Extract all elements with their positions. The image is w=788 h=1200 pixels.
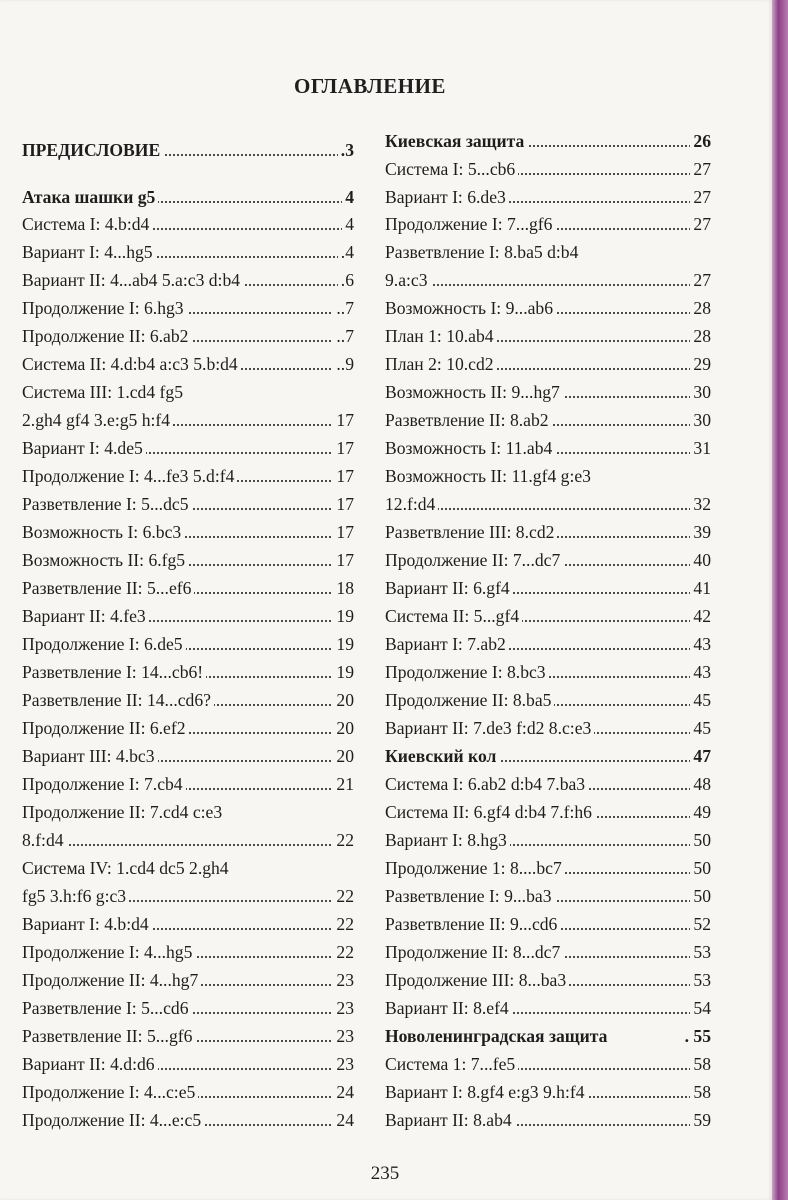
toc-entry-page: 27 bbox=[690, 185, 711, 209]
toc-entry-title: Вариант I: 4.de5 bbox=[22, 438, 146, 458]
toc-entry bbox=[22, 828, 354, 852]
toc-entry-page: 17 bbox=[333, 520, 354, 544]
toc-entry bbox=[385, 688, 711, 712]
toc-entry bbox=[385, 352, 711, 376]
toc-entry-page: 22 bbox=[333, 884, 354, 908]
toc-entry-title: Разветвление II: 5...gf6 bbox=[22, 1026, 195, 1046]
toc-entry-page: 17 bbox=[333, 436, 354, 460]
toc-entry-page: 17 bbox=[333, 408, 354, 432]
toc-entry bbox=[385, 912, 711, 936]
toc-entry-title: Возможность II: 11.gf4 g:e3 bbox=[385, 466, 594, 486]
toc-entry-page: 58 bbox=[690, 1052, 711, 1076]
toc-entry bbox=[22, 352, 354, 376]
toc-entry-page: 21 bbox=[333, 772, 354, 796]
toc-entry-page: 45 bbox=[690, 688, 711, 712]
toc-entry bbox=[385, 1024, 711, 1048]
toc-entry-title: Продолжение I: 4...c:e5 bbox=[22, 1082, 198, 1102]
toc-entry-title: Продолжение II: 8...dc7 bbox=[385, 942, 563, 962]
toc-entry-page: 40 bbox=[690, 548, 711, 572]
toc-entry bbox=[385, 1080, 711, 1104]
toc-entry bbox=[22, 138, 354, 162]
toc-entry-page: 30 bbox=[690, 408, 711, 432]
toc-entry-title: Возможность I: 6.bc3 bbox=[22, 522, 184, 542]
toc-entry-title: Возможность II: 6.fg5 bbox=[22, 550, 188, 570]
toc-entry-title: Разветвление II: 5...ef6 bbox=[22, 578, 194, 598]
toc-entry bbox=[22, 1052, 354, 1076]
toc-entry bbox=[22, 968, 354, 992]
toc-entry bbox=[22, 185, 354, 209]
toc-entry-page: 17 bbox=[333, 492, 354, 516]
toc-entry bbox=[385, 408, 711, 432]
toc-entry bbox=[22, 688, 354, 712]
toc-entry bbox=[385, 576, 711, 600]
toc-entry-page: 23 bbox=[333, 968, 354, 992]
toc-entry-page: 27 bbox=[690, 212, 711, 236]
toc-entry bbox=[385, 324, 711, 348]
toc-entry bbox=[22, 268, 354, 292]
toc-entry-page: 29 bbox=[690, 352, 711, 376]
toc-entry-page: 20 bbox=[333, 716, 354, 740]
toc-entry-page: 43 bbox=[690, 660, 711, 684]
toc-entry bbox=[385, 604, 711, 628]
toc-entry-page: 18 bbox=[333, 576, 354, 600]
toc-entry bbox=[385, 436, 711, 460]
toc-entry bbox=[385, 996, 711, 1020]
toc-entry-page: 30 bbox=[690, 380, 711, 404]
toc-entry-title: Вариант I: 4.b:d4 bbox=[22, 914, 152, 934]
toc-entry bbox=[22, 1024, 354, 1048]
toc-entry-title: Продолжение II: 7...dc7 bbox=[385, 550, 563, 570]
page-edge bbox=[772, 0, 788, 1200]
toc-entry-title: Вариант I: 7.ab2 bbox=[385, 634, 509, 654]
toc-entry bbox=[385, 660, 711, 684]
toc-entry-title: Система II: 6.gf4 d:b4 7.f:h6 bbox=[385, 802, 595, 822]
toc-entry-title: План 2: 10.cd2 bbox=[385, 354, 497, 374]
toc-entry bbox=[385, 185, 711, 209]
toc-entry-title: Разветвление III: 8.cd2 bbox=[385, 522, 557, 542]
toc-entry bbox=[22, 772, 354, 796]
toc-entry bbox=[22, 240, 354, 264]
toc-entry-title: 8.f:d4 bbox=[22, 830, 67, 850]
toc-entry-page: 50 bbox=[690, 856, 711, 880]
toc-entry bbox=[22, 324, 354, 348]
toc-entry-page: 27 bbox=[690, 157, 711, 181]
toc-entry-title: Система I: 4.b:d4 bbox=[22, 214, 152, 234]
toc-entry bbox=[22, 912, 354, 936]
toc-entry bbox=[385, 268, 711, 292]
toc-entry bbox=[385, 464, 711, 488]
toc-entry-page: 47 bbox=[690, 744, 711, 768]
toc-entry bbox=[22, 604, 354, 628]
toc-entry-page: 23 bbox=[333, 1024, 354, 1048]
toc-entry-page: 24 bbox=[333, 1080, 354, 1104]
toc-entry-title: Система III: 1.cd4 fg5 bbox=[22, 382, 186, 402]
toc-entry-page: ..9 bbox=[333, 352, 354, 376]
toc-entry-title: Вариант II: 4...ab4 5.a:c3 d:b4 bbox=[22, 270, 243, 290]
toc-entry-page: 20 bbox=[333, 744, 354, 768]
toc-entry bbox=[22, 716, 354, 740]
toc-entry-title: Продолжение 1: 8....bc7 bbox=[385, 858, 565, 878]
toc-entry bbox=[22, 296, 354, 320]
toc-entry-page: 23 bbox=[333, 1052, 354, 1076]
toc-entry-title: Система I: 6.ab2 d:b4 7.ba3 bbox=[385, 774, 588, 794]
toc-entry-title: Продолжение II: 4...e:c5 bbox=[22, 1110, 204, 1130]
toc-entry-page: ..7 bbox=[333, 296, 354, 320]
toc-entry-page: .4 bbox=[338, 240, 354, 264]
toc-entry bbox=[22, 660, 354, 684]
toc-entry bbox=[22, 380, 354, 404]
toc-entry bbox=[22, 632, 354, 656]
toc-entry-title: Продолжение II: 7.cd4 c:e3 bbox=[22, 802, 225, 822]
toc-entry bbox=[385, 212, 711, 236]
toc-entry-page: 4 bbox=[342, 185, 354, 209]
toc-entry bbox=[385, 772, 711, 796]
toc-entry-page: 59 bbox=[690, 1108, 711, 1132]
toc-entry-title: Вариант I: 8.gf4 e:g3 9.h:f4 bbox=[385, 1082, 588, 1102]
toc-entry-page: 22 bbox=[333, 912, 354, 936]
toc-entry-page: 54 bbox=[690, 996, 711, 1020]
toc-entry bbox=[22, 492, 354, 516]
page-title: ОГЛАВЛЕНИЕ bbox=[294, 74, 446, 98]
toc-entry bbox=[385, 1052, 711, 1076]
toc-entry-page: 43 bbox=[690, 632, 711, 656]
toc-entry-page: 4 bbox=[342, 212, 354, 236]
toc-entry bbox=[22, 1108, 354, 1132]
toc-entry-page: 17 bbox=[333, 548, 354, 572]
toc-entry-title: Система II: 4.d:b4 a:c3 5.b:d4 bbox=[22, 354, 241, 374]
toc-entry-title: Атака шашки g5 bbox=[22, 187, 158, 207]
toc-entry-title: Вариант II: 8.ab4 bbox=[385, 1110, 515, 1130]
toc-entry-page: ..7 bbox=[333, 324, 354, 348]
toc-entry-title: Продолжение I: 4...fe3 5.d:f4 bbox=[22, 466, 237, 486]
toc-entry bbox=[22, 884, 354, 908]
toc-entry-title: Возможность II: 9...hg7 bbox=[385, 382, 563, 402]
toc-entry-title: Разветвление I: 14...cb6! bbox=[22, 662, 206, 682]
toc-entry bbox=[385, 380, 711, 404]
toc-entry bbox=[22, 996, 354, 1020]
toc-entry-title: Вариант II: 4.fe3 bbox=[22, 606, 149, 626]
toc-entry-title: fg5 3.h:f6 g:c3 bbox=[22, 886, 129, 906]
toc-entry bbox=[385, 157, 711, 181]
toc-entry-title: Киевский кол bbox=[385, 746, 499, 766]
toc-entry-title: Система IV: 1.cd4 dc5 2.gh4 bbox=[22, 858, 232, 878]
toc-entry-title: Продолжение I: 7...gf6 bbox=[385, 214, 555, 234]
toc-entry-page: 26 bbox=[690, 129, 711, 153]
toc-entry bbox=[22, 856, 354, 880]
toc-entry-page: 48 bbox=[690, 772, 711, 796]
toc-entry bbox=[22, 744, 354, 768]
toc-entry-title: Продолжение I: 8.bc3 bbox=[385, 662, 549, 682]
toc-entry-page: 23 bbox=[333, 996, 354, 1020]
toc-entry bbox=[22, 800, 354, 824]
toc-entry bbox=[385, 884, 711, 908]
toc-entry-title: Система 1: 7...fe5 bbox=[385, 1054, 518, 1074]
toc-entry-page: 28 bbox=[690, 296, 711, 320]
toc-entry-title: Вариант II: 8.ef4 bbox=[385, 998, 512, 1018]
toc-entry bbox=[385, 968, 711, 992]
toc-entry-title: Вариант I: 8.hg3 bbox=[385, 830, 510, 850]
toc-entry bbox=[22, 464, 354, 488]
page-number: 235 bbox=[370, 1163, 400, 1184]
toc-entry-title: Продолжение II: 6.ef2 bbox=[22, 718, 189, 738]
toc-entry bbox=[385, 856, 711, 880]
toc-entry-title: Разветвление II: 14...cd6? bbox=[22, 690, 214, 710]
toc-entry-title: Вариант I: 4...hg5 bbox=[22, 242, 156, 262]
toc-entry bbox=[385, 129, 711, 153]
toc-entry-page: 42 bbox=[690, 604, 711, 628]
toc-entry-title: Разветвление I: 9...ba3 bbox=[385, 886, 555, 906]
toc-entry bbox=[22, 576, 354, 600]
toc-entry-page: 52 bbox=[690, 912, 711, 936]
toc-entry-title: ПРЕДИСЛОВИЕ bbox=[22, 140, 163, 160]
toc-entry bbox=[22, 520, 354, 544]
toc-entry-title: Разветвление I: 5...cd6 bbox=[22, 998, 192, 1018]
toc-entry-title: План 1: 10.ab4 bbox=[385, 326, 497, 346]
toc-entry-title: Продолжение I: 4...hg5 bbox=[22, 942, 195, 962]
toc-entry-title: Новоленинградская защита bbox=[385, 1026, 610, 1046]
toc-entry-page: 32 bbox=[690, 492, 711, 516]
toc-entry-page: 49 bbox=[690, 800, 711, 824]
toc-entry bbox=[385, 828, 711, 852]
toc-entry bbox=[385, 548, 711, 572]
toc-entry bbox=[22, 940, 354, 964]
toc-entry-page: 53 bbox=[690, 940, 711, 964]
toc-entry bbox=[22, 436, 354, 460]
toc-entry-title: Система II: 5...gf4 bbox=[385, 606, 522, 626]
toc-entry-page: 19 bbox=[333, 632, 354, 656]
toc-entry-page: . 55 bbox=[682, 1024, 711, 1048]
toc-entry-title: 2.gh4 gf4 3.e:g5 h:f4 bbox=[22, 410, 173, 430]
toc-entry-page: 24 bbox=[333, 1108, 354, 1132]
toc-entry-title: Продолжение III: 8...ba3 bbox=[385, 970, 569, 990]
toc-entry-page: 50 bbox=[690, 828, 711, 852]
toc-entry-page: 22 bbox=[333, 828, 354, 852]
toc-entry-page: 31 bbox=[690, 436, 711, 460]
toc-entry-page: 41 bbox=[690, 576, 711, 600]
toc-entry-page: 45 bbox=[690, 716, 711, 740]
toc-entry-page: 27 bbox=[690, 268, 711, 292]
dot-leader bbox=[385, 284, 711, 286]
toc-entry-page: .6 bbox=[338, 268, 354, 292]
toc-entry bbox=[22, 548, 354, 572]
toc-entry bbox=[385, 1108, 711, 1132]
toc-entry-page: .3 bbox=[338, 138, 354, 162]
toc-entry-title: Продолжение I: 6.hg3 bbox=[22, 298, 187, 318]
toc-entry bbox=[385, 492, 711, 516]
toc-entry-page: 19 bbox=[333, 604, 354, 628]
toc-entry-title: Продолжение II: 6.ab2 bbox=[22, 326, 191, 346]
toc-entry-title: Вариант II: 7.de3 f:d2 8.c:e3 bbox=[385, 718, 594, 738]
toc-entry-title: Продолжение I: 7.cb4 bbox=[22, 774, 186, 794]
toc-entry bbox=[385, 716, 711, 740]
toc-entry-title: Продолжение I: 6.de5 bbox=[22, 634, 186, 654]
toc-entry-title: Вариант III: 4.bc3 bbox=[22, 746, 158, 766]
toc-entry bbox=[385, 940, 711, 964]
toc-entry-title: Возможность I: 11.ab4 bbox=[385, 438, 555, 458]
toc-entry-page: 28 bbox=[690, 324, 711, 348]
toc-entry-page: 19 bbox=[333, 660, 354, 684]
toc-entry-page: 58 bbox=[690, 1080, 711, 1104]
toc-entry-title: Разветвление I: 5...dc5 bbox=[22, 494, 192, 514]
toc-entry-page: 22 bbox=[333, 940, 354, 964]
toc-entry-page: 20 bbox=[333, 688, 354, 712]
toc-entry-title: Разветвление I: 8.ba5 d:b4 bbox=[385, 242, 581, 262]
toc-entry-page: 17 bbox=[333, 464, 354, 488]
toc-entry-title: 12.f:d4 bbox=[385, 494, 438, 514]
toc-entry bbox=[22, 1080, 354, 1104]
toc-entry-title: Возможность I: 9...ab6 bbox=[385, 298, 556, 318]
toc-entry-title: Вариант II: 6.gf4 bbox=[385, 578, 513, 598]
toc-entry-title: Вариант II: 4.d:d6 bbox=[22, 1054, 158, 1074]
toc-entry-title: Вариант I: 6.de3 bbox=[385, 187, 509, 207]
toc-entry-title: 9.a:c3 bbox=[385, 270, 431, 290]
toc-entry bbox=[22, 212, 354, 236]
toc-entry-title: Разветвление II: 9...cd6 bbox=[385, 914, 560, 934]
toc-entry-title: Киевская защита bbox=[385, 131, 527, 151]
toc-entry bbox=[385, 800, 711, 824]
dot-leader bbox=[22, 844, 354, 846]
toc-entry-page: 53 bbox=[690, 968, 711, 992]
toc-entry bbox=[22, 408, 354, 432]
toc-entry-title: Разветвление II: 8.ab2 bbox=[385, 410, 552, 430]
toc-entry-title: Продолжение II: 8.ba5 bbox=[385, 690, 554, 710]
toc-entry-title: Продолжение II: 4...hg7 bbox=[22, 970, 201, 990]
toc-entry bbox=[385, 296, 711, 320]
toc-entry-page: 39 bbox=[690, 520, 711, 544]
toc-entry bbox=[385, 520, 711, 544]
toc-entry bbox=[385, 240, 711, 264]
toc-entry-page: 50 bbox=[690, 884, 711, 908]
toc-entry bbox=[385, 632, 711, 656]
toc-entry-title: Система I: 5...cb6 bbox=[385, 159, 518, 179]
toc-entry bbox=[385, 744, 711, 768]
